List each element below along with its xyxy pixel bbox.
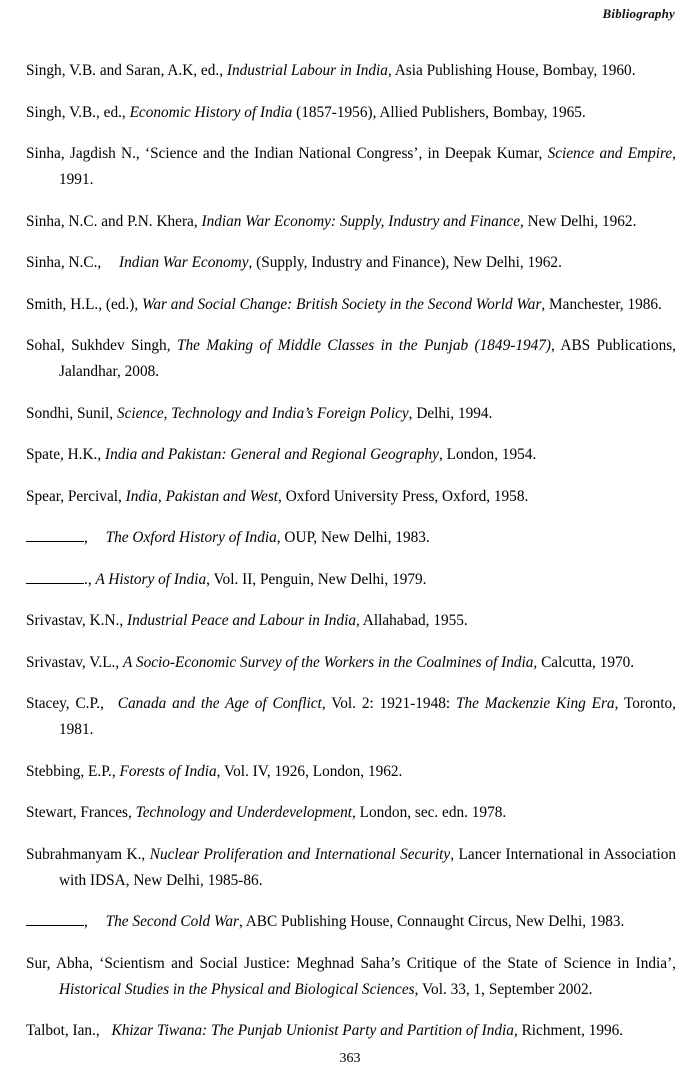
entry-text: , ABS Publications, Jalandhar, 2008.	[59, 337, 677, 380]
bibliography-entry	[26, 333, 676, 385]
entry-text: (1857-1956), Allied Publishers, Bombay, 1965.	[292, 103, 586, 121]
entry-text: Asia Publishing House, Bombay, 1960.	[391, 62, 636, 79]
bibliography-entry	[26, 100, 676, 126]
entry-text: Allahabad, 1955.	[359, 612, 468, 629]
entry-text: Talbot, Ian.,	[26, 1022, 104, 1039]
entry-text: , (Supply, Industry and Finance), New Delhi, 1962.	[248, 254, 562, 271]
repeated-author-rule	[26, 570, 84, 584]
page-number: 363	[339, 1051, 361, 1066]
entry-text: ,	[84, 529, 92, 546]
entry-title: Economic History of India	[129, 103, 293, 121]
entry-text: , Oxford University Press, Oxford, 1958.	[278, 487, 529, 505]
entry-text: Singh, V.B., ed.,	[26, 103, 130, 121]
entry-text: Sohal, Sukhdev Singh,	[26, 337, 177, 354]
entry-title: India and Pakistan: General and Regional Geography	[105, 446, 439, 463]
entry-text: .,	[84, 570, 96, 588]
entry-title: Industrial Peace and Labour in India,	[126, 612, 360, 629]
bibliography-entry	[26, 650, 676, 676]
bibliography-entry	[26, 401, 676, 427]
bibliography-entry	[26, 608, 676, 634]
bibliography-entry	[26, 1018, 676, 1044]
entry-text: ,	[84, 913, 92, 930]
entry-text: , New Delhi, 1962.	[519, 212, 637, 230]
entry-text: , 1991.	[59, 145, 676, 188]
entry-text: Sinha, N.C. and P.N. Khera,	[26, 212, 202, 230]
entry-title: Nuclear Proliferation and International Security	[149, 845, 451, 863]
entry-title: Forests of India	[119, 762, 217, 780]
entry-text: Spear, Percival,	[26, 487, 126, 505]
entry-title: Technology and Underdevelopment	[135, 804, 352, 821]
entry-text: Subrahmanyam K.,	[26, 845, 150, 863]
entry-text: Stebbing, E.P.,	[26, 762, 120, 780]
bibliography-entry	[26, 691, 676, 743]
entry-text: , Vol. IV, 1926, London, 1962.	[216, 762, 403, 780]
entry-title: Indian War Economy	[119, 254, 249, 271]
entry-title: Indian War Economy: Supply, Industry and Finance	[201, 212, 520, 230]
entry-title: The Second Cold War	[105, 913, 239, 930]
entry-title: Historical Studies in the Physical and Biological Sciences	[59, 980, 415, 998]
entry-title: Khizar Tiwana: The Punjab Unionist Party and Partition of India	[111, 1022, 514, 1039]
repeated-author-rule	[26, 528, 84, 542]
bibliography-entry	[26, 567, 676, 593]
bibliography-entry	[26, 58, 676, 84]
bibliography-entry	[26, 292, 676, 318]
entry-text: Sur, Abha, ‘Scientism and Social Justice: Meghnad Saha’s Critique of the State of Science in India’,	[26, 954, 676, 972]
entry-text: , Lancer International in Association with IDSA, New Delhi, 1985-86.	[59, 845, 677, 889]
entry-text: , Richment, 1996.	[513, 1022, 624, 1039]
entry-title: A Socio-Economic Survey of the Workers in the Coalmines of India,	[123, 653, 538, 671]
entry-title: The Mackenzie King Era	[455, 695, 615, 712]
entry-text: Calcutta, 1970.	[537, 653, 635, 671]
repeated-author-rule	[26, 912, 84, 926]
entry-text: , Vol. 33, 1, September 2002.	[414, 980, 593, 998]
entry-text: , Vol. II, Penguin, New Delhi, 1979.	[206, 570, 427, 588]
entry-title: The Oxford History of India	[105, 529, 277, 546]
entry-text: Sondhi, Sunil,	[26, 404, 117, 422]
entry-text: , Manchester, 1986.	[541, 295, 662, 313]
entry-title: India, Pakistan and West	[125, 487, 279, 505]
entry-text: Smith, H.L., (ed.),	[26, 295, 142, 313]
entry-text: , London, 1954.	[438, 446, 537, 463]
entry-text: , London, sec. edn. 1978.	[351, 804, 507, 821]
bibliography-entry	[26, 209, 676, 235]
entry-title: Canada and the Age of Conflict	[117, 695, 322, 712]
bibliography-entry	[26, 842, 676, 894]
bibliography-entry	[26, 759, 676, 785]
bibliography-entry	[26, 141, 676, 193]
entry-text: Sinha, N.C.,	[26, 254, 106, 271]
entry-text: Srivastav, V.L.,	[26, 653, 124, 671]
entry-text: Spate, H.K.,	[26, 446, 106, 463]
entry-text: , OUP, New Delhi, 1983.	[276, 529, 430, 546]
entry-title: The Making of Middle Classes in the Punjab (1849-1947)	[176, 337, 552, 354]
entry-text: , Vol. 2: 1921-1948:	[321, 695, 456, 712]
entry-title: War and Social Change: British Society in the Second World War	[142, 295, 542, 313]
entry-text: , ABC Publishing House, Connaught Circus, New Delhi, 1983.	[238, 913, 625, 930]
bibliography-entry	[26, 525, 676, 551]
bibliography-entry	[26, 442, 676, 468]
running-head: Bibliography	[602, 6, 675, 21]
bibliography-entry	[26, 800, 676, 826]
entry-text: Srivastav, K.N.,	[26, 612, 127, 629]
entry-title: Industrial Labour in India,	[226, 62, 392, 79]
bibliography-entry-list	[26, 58, 676, 1044]
bibliography-entry	[26, 909, 676, 935]
entry-title: Science, Technology and India’s Foreign Policy	[116, 404, 409, 422]
bibliography-entry	[26, 951, 676, 1003]
entry-text: Singh, V.B. and Saran, A.K, ed.,	[26, 62, 227, 79]
bibliography-entry	[26, 250, 676, 276]
entry-text: Stewart, Frances,	[26, 804, 136, 821]
entry-text: Stacey, C.P.,	[26, 695, 110, 712]
entry-title: Science and Empire	[547, 145, 673, 162]
bibliography-entry	[26, 484, 676, 510]
entry-title: A History of India	[95, 570, 207, 588]
entry-text: , Delhi, 1994.	[408, 404, 493, 422]
entry-text: Sinha, Jagdish N., ‘Science and the Indian National Congress’, in Deepak Kumar,	[26, 145, 548, 162]
entry-text: , Toronto, 1981.	[59, 695, 677, 738]
